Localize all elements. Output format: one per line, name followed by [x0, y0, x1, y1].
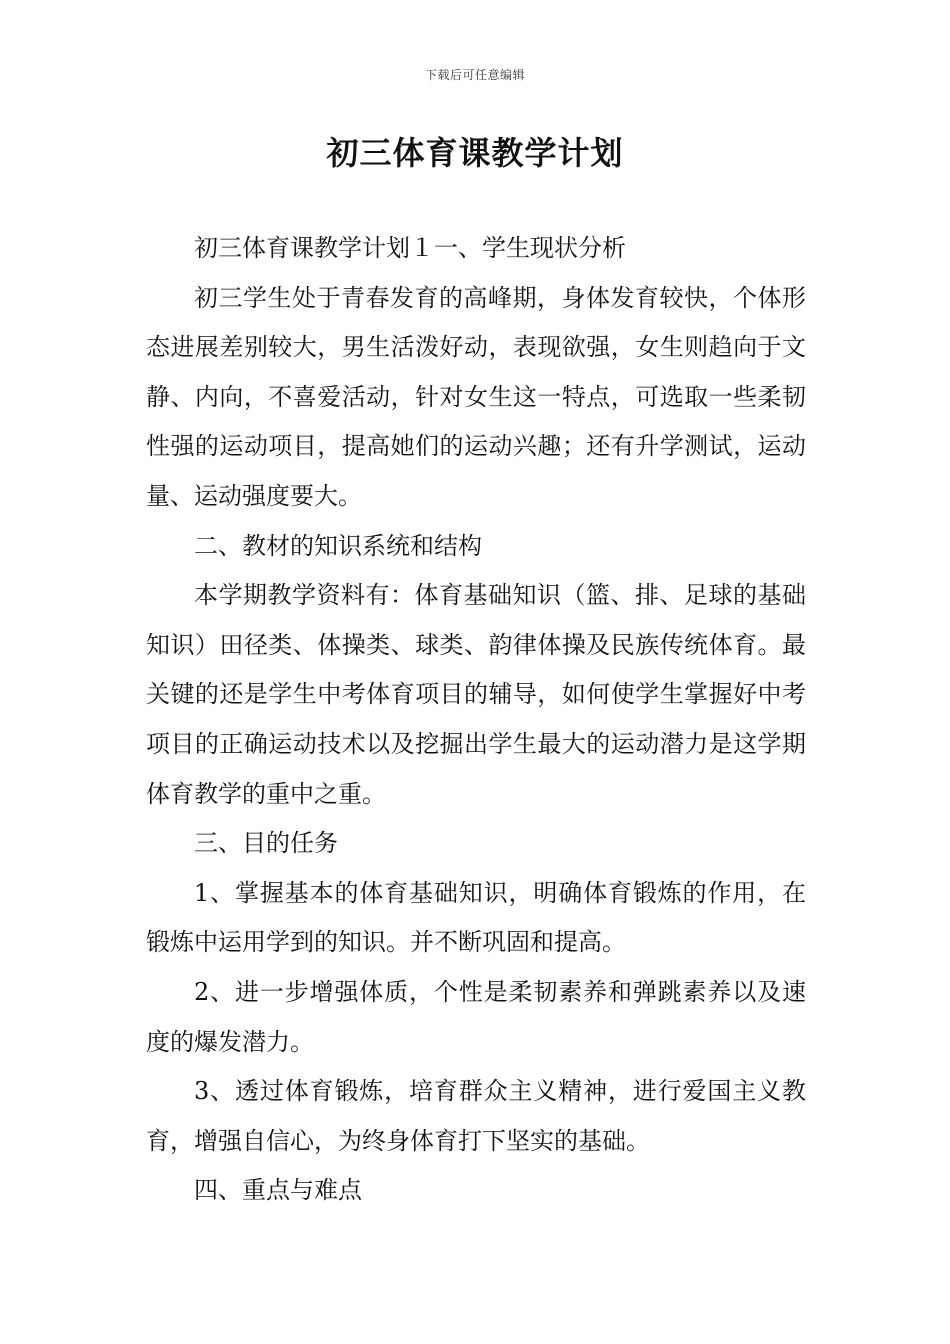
paragraph-student-analysis: 初三学生处于青春发育的高峰期，身体发育较快，个体形态进展差别较大，男生活泼好动，表现欲强，女生则趋向于文静、内向，不喜爱活动，针对女生这一特点，可选取一些柔韧性强的运动项目，提高她们的运动兴趣；还有升学测试，运动量、运动强度要大。: [146, 283, 806, 510]
paragraph-goal-three: 3、透过体育锻炼，培育群众主义精神，进行爱国主义教育，增强自信心，为终身体育打下坚实的基础。: [146, 1077, 806, 1155]
header-note: 下载后可任意编辑: [424, 68, 525, 82]
paragraph-section-one-heading: 初三体育课教学计划１一、学生现状分析: [194, 234, 626, 262]
paragraph-section-four-heading: 四、重点与难点: [194, 1176, 362, 1205]
document-body: [146, 224, 806, 1216]
paragraph-teaching-content: 本学期教学资料有：体育基础知识（篮、排、足球的基础知识）田径类、体操类、球类、韵律体操及民族传统体育。最关键的还是学生中考体育项目的辅导，如何使学生掌握好中考项目的正确运动技术以及挖掘出学生最大的运动潜力是这学期体育教学的重中之重。: [146, 581, 806, 808]
document-title: 初三体育课教学计划: [326, 134, 624, 172]
paragraph-goal-two: 2、进一步增强体质，个性是柔韧素养和弹跳素养以及速度的爆发潜力。: [146, 977, 806, 1056]
paragraph-section-three-heading: 三、目的任务: [194, 829, 338, 858]
paragraph-goal-one: 1、掌握基本的体育基础知识，明确体育锻炼的作用，在锻炼中运用学到的知识。并不断巩固和提高。: [146, 878, 806, 957]
paragraph-section-two-heading: 二、教材的知识系统和结构: [194, 531, 482, 560]
